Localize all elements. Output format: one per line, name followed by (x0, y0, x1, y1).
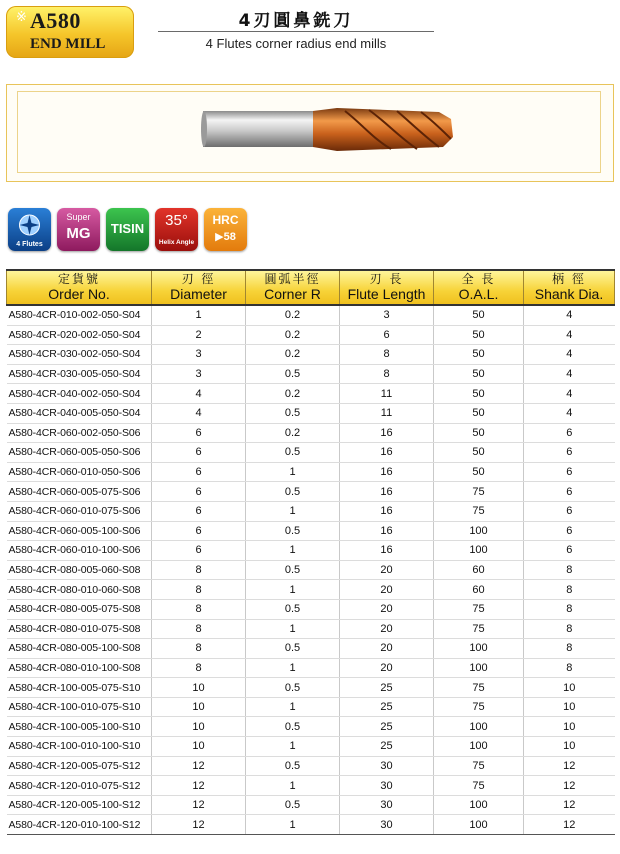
corner-r-cell: 0.5 (246, 639, 340, 659)
table-header-row (7, 270, 615, 305)
corner-r-cell: 0.5 (246, 756, 340, 776)
shank-dia-cell: 4 (524, 345, 615, 365)
diameter-cell: 6 (152, 423, 246, 443)
table-row (7, 521, 615, 541)
corner-r-cell: 1 (246, 697, 340, 717)
oal-cell: 75 (434, 776, 524, 796)
oal-cell: 50 (434, 364, 524, 384)
corner-r-cell: 0.5 (246, 403, 340, 423)
order-no-cell: A580-4CR-120-005-100-S12 (7, 795, 152, 815)
table-row (7, 756, 615, 776)
table-row (7, 776, 615, 796)
corner-r-cell: 0.5 (246, 521, 340, 541)
flute-length-cell: 20 (340, 580, 434, 600)
shank-dia-cell: 8 (524, 599, 615, 619)
shank-dia-cell: 4 (524, 403, 615, 423)
diameter-cell: 8 (152, 560, 246, 580)
flute-length-cell: 20 (340, 639, 434, 659)
diameter-cell: 10 (152, 697, 246, 717)
shank-dia-cell: 10 (524, 717, 615, 737)
flute-length-cell: 16 (340, 423, 434, 443)
flute-length-cell: 3 (340, 305, 434, 325)
flute-length-cell: 16 (340, 521, 434, 541)
flute-length-cell: 30 (340, 795, 434, 815)
diameter-cell: 4 (152, 384, 246, 404)
flute-length-cell: 30 (340, 756, 434, 776)
order-no-cell: A580-4CR-120-005-075-S12 (7, 756, 152, 776)
oal-cell: 75 (434, 697, 524, 717)
shank-dia-cell: 4 (524, 325, 615, 345)
oal-cell: 100 (434, 658, 524, 678)
flute-length-cell: 25 (340, 737, 434, 757)
order-no-cell: A580-4CR-060-002-050-S06 (7, 423, 152, 443)
spec-table-wrapper (6, 269, 614, 835)
order-no-cell: A580-4CR-040-005-050-S04 (7, 403, 152, 423)
order-no-cell: A580-4CR-080-005-100-S08 (7, 639, 152, 659)
header-flute-length: 刃 長 Flute Length (340, 270, 434, 305)
corner-r-cell: 0.5 (246, 795, 340, 815)
page-title-english: 4 Flutes corner radius end mills (205, 36, 387, 51)
table-row (7, 364, 615, 384)
order-no-cell: A580-4CR-040-002-050-S04 (7, 384, 152, 404)
table-row (7, 305, 615, 325)
order-no-cell: A580-4CR-060-005-075-S06 (7, 482, 152, 502)
diameter-cell: 6 (152, 501, 246, 521)
oal-cell: 50 (434, 403, 524, 423)
flute-length-cell: 16 (340, 482, 434, 502)
flute-length-cell: 30 (340, 815, 434, 835)
shank-dia-cell: 4 (524, 364, 615, 384)
shank-dia-cell: 8 (524, 619, 615, 639)
table-row (7, 462, 615, 482)
oal-cell: 50 (434, 305, 524, 325)
shank-dia-cell: 6 (524, 541, 615, 561)
shank-dia-cell: 12 (524, 795, 615, 815)
flute-length-cell: 16 (340, 541, 434, 561)
shank-dia-cell: 6 (524, 501, 615, 521)
table-row (7, 678, 615, 698)
order-no-cell: A580-4CR-060-010-100-S06 (7, 541, 152, 561)
oal-cell: 100 (434, 541, 524, 561)
order-no-cell: A580-4CR-100-005-075-S10 (7, 678, 152, 698)
end-mill-photo (7, 85, 615, 183)
diameter-cell: 12 (152, 795, 246, 815)
diameter-cell: 12 (152, 776, 246, 796)
order-no-cell: A580-4CR-080-005-060-S08 (7, 560, 152, 580)
flute-length-cell: 16 (340, 462, 434, 482)
title-divider (158, 31, 434, 32)
diameter-cell: 12 (152, 756, 246, 776)
diameter-cell: 6 (152, 443, 246, 463)
diameter-cell: 3 (152, 364, 246, 384)
corner-r-cell: 1 (246, 541, 340, 561)
oal-cell: 75 (434, 501, 524, 521)
oal-cell: 75 (434, 678, 524, 698)
spec-table (6, 269, 615, 835)
order-no-cell: A580-4CR-080-010-060-S08 (7, 580, 152, 600)
corner-r-cell: 0.5 (246, 678, 340, 698)
page-title-chinese: 4刃圓鼻銑刀 (238, 11, 354, 31)
corner-r-cell: 0.5 (246, 482, 340, 502)
helix-angle-icon: 35° Helix Angle (155, 208, 198, 251)
shank-dia-cell: 8 (524, 658, 615, 678)
order-no-cell: A580-4CR-020-002-050-S04 (7, 325, 152, 345)
table-row (7, 384, 615, 404)
order-no-cell: A580-4CR-010-002-050-S04 (7, 305, 152, 325)
flute-length-cell: 25 (340, 678, 434, 698)
order-no-cell: A580-4CR-060-010-075-S06 (7, 501, 152, 521)
shank-dia-cell: 8 (524, 580, 615, 600)
table-row (7, 560, 615, 580)
table-row (7, 345, 615, 365)
hrc-icon: HRC ▶58 (204, 208, 247, 251)
table-row (7, 717, 615, 737)
shank-dia-cell: 12 (524, 756, 615, 776)
diameter-cell: 2 (152, 325, 246, 345)
header-order-no: 定貨號 Order No. (7, 270, 152, 305)
order-no-cell: A580-4CR-060-005-100-S06 (7, 521, 152, 541)
oal-cell: 100 (434, 717, 524, 737)
corner-r-cell: 0.2 (246, 384, 340, 404)
shank-dia-cell: 8 (524, 560, 615, 580)
shank-dia-cell: 10 (524, 697, 615, 717)
table-row (7, 403, 615, 423)
flute-length-cell: 25 (340, 697, 434, 717)
table-row (7, 795, 615, 815)
corner-r-cell: 1 (246, 658, 340, 678)
oal-cell: 50 (434, 423, 524, 443)
diameter-cell: 10 (152, 737, 246, 757)
oal-cell: 100 (434, 815, 524, 835)
table-row (7, 619, 615, 639)
order-no-cell: A580-4CR-060-005-050-S06 (7, 443, 152, 463)
flute-length-cell: 30 (340, 776, 434, 796)
shank-dia-cell: 6 (524, 482, 615, 502)
table-row (7, 815, 615, 835)
oal-cell: 50 (434, 325, 524, 345)
corner-r-cell: 0.2 (246, 345, 340, 365)
order-no-cell: A580-4CR-030-005-050-S04 (7, 364, 152, 384)
shank-dia-cell: 10 (524, 678, 615, 698)
diameter-cell: 6 (152, 541, 246, 561)
corner-r-cell: 0.2 (246, 325, 340, 345)
end-mill-shank (203, 111, 315, 147)
oal-cell: 50 (434, 443, 524, 463)
table-body (7, 305, 615, 835)
order-no-cell: A580-4CR-100-010-100-S10 (7, 737, 152, 757)
corner-r-cell: 1 (246, 737, 340, 757)
corner-r-cell: 0.5 (246, 717, 340, 737)
diameter-cell: 12 (152, 815, 246, 835)
order-no-cell: A580-4CR-120-010-075-S12 (7, 776, 152, 796)
table-row (7, 737, 615, 757)
flute-length-cell: 20 (340, 619, 434, 639)
table-row (7, 580, 615, 600)
table-row (7, 325, 615, 345)
flute-length-cell: 8 (340, 364, 434, 384)
diameter-cell: 3 (152, 345, 246, 365)
oal-cell: 100 (434, 639, 524, 659)
diameter-cell: 10 (152, 678, 246, 698)
corner-r-cell: 1 (246, 462, 340, 482)
flute-length-cell: 20 (340, 658, 434, 678)
shank-dia-cell: 12 (524, 815, 615, 835)
product-photo-panel (6, 84, 614, 182)
order-no-cell: A580-4CR-100-005-100-S10 (7, 717, 152, 737)
oal-cell: 60 (434, 580, 524, 600)
4-flutes-icon: 4 Flutes (8, 208, 51, 251)
model-subtitle: END MILL (30, 36, 106, 52)
shank-dia-cell: 6 (524, 462, 615, 482)
shank-dia-cell: 6 (524, 521, 615, 541)
shank-dia-cell: 4 (524, 305, 615, 325)
corner-r-cell: 0.5 (246, 560, 340, 580)
corner-r-cell: 0.5 (246, 599, 340, 619)
flute-length-cell: 11 (340, 384, 434, 404)
oal-cell: 75 (434, 482, 524, 502)
oal-cell: 75 (434, 756, 524, 776)
header-corner-r: 圓弧半徑 Corner R (246, 270, 340, 305)
shank-dia-cell: 8 (524, 639, 615, 659)
corner-r-cell: 0.5 (246, 443, 340, 463)
shank-dia-cell: 4 (524, 384, 615, 404)
diameter-cell: 6 (152, 482, 246, 502)
flute-length-cell: 20 (340, 560, 434, 580)
order-no-cell: A580-4CR-080-010-075-S08 (7, 619, 152, 639)
header-diameter: 刃 徑 Diameter (152, 270, 246, 305)
corner-r-cell: 0.2 (246, 423, 340, 443)
diameter-cell: 8 (152, 658, 246, 678)
oal-cell: 50 (434, 384, 524, 404)
flute-length-cell: 8 (340, 345, 434, 365)
diameter-cell: 6 (152, 521, 246, 541)
table-row (7, 541, 615, 561)
table-row (7, 658, 615, 678)
diameter-cell: 8 (152, 619, 246, 639)
order-no-cell: A580-4CR-120-010-100-S12 (7, 815, 152, 835)
diameter-cell: 1 (152, 305, 246, 325)
reference-mark: ※ (16, 10, 27, 25)
tisin-coating-icon: TISIN (106, 208, 149, 251)
corner-r-cell: 1 (246, 776, 340, 796)
oal-cell: 100 (434, 795, 524, 815)
oal-cell: 60 (434, 560, 524, 580)
table-row (7, 639, 615, 659)
header-oal: 全 長 O.A.L. (434, 270, 524, 305)
order-no-cell: A580-4CR-060-010-050-S06 (7, 462, 152, 482)
table-row (7, 501, 615, 521)
shank-dia-cell: 6 (524, 423, 615, 443)
table-row (7, 697, 615, 717)
flute-length-cell: 25 (340, 717, 434, 737)
oal-cell: 75 (434, 599, 524, 619)
flute-length-cell: 20 (340, 599, 434, 619)
flute-length-cell: 16 (340, 501, 434, 521)
corner-r-cell: 1 (246, 619, 340, 639)
model-number: A580 (30, 8, 81, 33)
super-mg-icon: Super MG (57, 208, 100, 251)
table-row (7, 443, 615, 463)
oal-cell: 100 (434, 737, 524, 757)
corner-r-cell: 1 (246, 580, 340, 600)
flute-length-cell: 11 (340, 403, 434, 423)
corner-r-cell: 0.5 (246, 364, 340, 384)
order-no-cell: A580-4CR-100-010-075-S10 (7, 697, 152, 717)
oal-cell: 75 (434, 619, 524, 639)
model-badge (6, 6, 134, 58)
order-no-cell: A580-4CR-080-005-075-S08 (7, 599, 152, 619)
oal-cell: 100 (434, 521, 524, 541)
table-row (7, 599, 615, 619)
diameter-cell: 8 (152, 580, 246, 600)
flute-length-cell: 6 (340, 325, 434, 345)
oal-cell: 50 (434, 462, 524, 482)
feature-icons (8, 208, 247, 251)
corner-r-cell: 0.2 (246, 305, 340, 325)
corner-r-cell: 1 (246, 501, 340, 521)
table-row (7, 482, 615, 502)
diameter-cell: 4 (152, 403, 246, 423)
header-shank-dia: 柄 徑 Shank Dia. (524, 270, 615, 305)
order-no-cell: A580-4CR-030-002-050-S04 (7, 345, 152, 365)
order-no-cell: A580-4CR-080-010-100-S08 (7, 658, 152, 678)
shank-dia-cell: 12 (524, 776, 615, 796)
shank-dia-cell: 10 (524, 737, 615, 757)
table-row (7, 423, 615, 443)
diameter-cell: 10 (152, 717, 246, 737)
oal-cell: 50 (434, 345, 524, 365)
flute-length-cell: 16 (340, 443, 434, 463)
corner-r-cell: 1 (246, 815, 340, 835)
shank-dia-cell: 6 (524, 443, 615, 463)
diameter-cell: 8 (152, 639, 246, 659)
diameter-cell: 6 (152, 462, 246, 482)
diameter-cell: 8 (152, 599, 246, 619)
